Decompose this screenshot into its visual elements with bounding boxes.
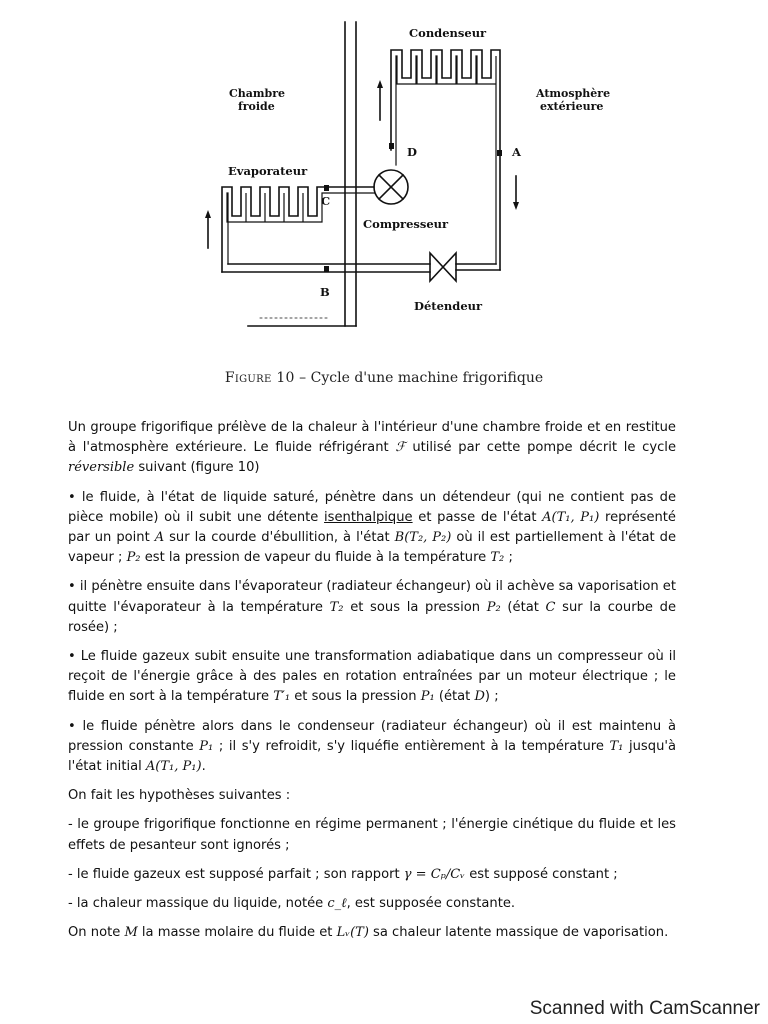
text-span: Un groupe frigorifique prélève de la chaleur à l'intérieur d'une chambre froide et en restitue à l'atmosphère extérieure. Le fluide réfrigérant xyxy=(68,420,676,456)
paragraph-hypothesis-3 xyxy=(68,894,676,914)
label-compresseur: Compresseur xyxy=(363,217,449,231)
text-span: et passe de l'état xyxy=(412,509,543,525)
marker-c xyxy=(324,185,329,191)
label-point-c: C xyxy=(321,194,331,208)
text-span: - le groupe frigorifique fonctionne en régime permanent ; l'énergie cinétique du fluide et les effets de pesanteur sont ignorés ; xyxy=(68,817,676,853)
text-span: ; xyxy=(504,550,513,566)
figure-title: Cycle d'une machine frigorifique xyxy=(310,370,544,386)
paragraph-bullet-2 xyxy=(68,577,676,638)
math-span: ℱ xyxy=(395,440,406,456)
math-span: B(T₂, P₂) xyxy=(394,530,452,546)
math-span: A(T₁, P₁) xyxy=(542,509,600,525)
math-span: C xyxy=(545,599,556,615)
text-span: sa chaleur latente massique de vaporisation. xyxy=(368,925,669,941)
label-point-d: D xyxy=(407,145,417,159)
paragraph-bullet-4 xyxy=(68,717,676,778)
math-span: D xyxy=(474,689,485,705)
text-span: - le fluide gazeux est supposé parfait ; son rapport xyxy=(68,866,404,882)
evaporator-coil xyxy=(222,187,374,272)
text-span: • le fluide, à l'état de liquide saturé, pénètre dans un détendeur (qui ne contient pas de pièce mobile) où il subit une détente xyxy=(68,489,676,525)
math-span: T₂ xyxy=(329,599,344,615)
evaporator-coil-inner xyxy=(227,193,374,264)
label-condenseur: Condenseur xyxy=(409,26,487,40)
paragraph-bullet-1 xyxy=(68,488,676,569)
paragraph-bullet-3 xyxy=(68,647,676,708)
label-atmosphere: Atmosphère xyxy=(536,87,611,100)
arrow-up-left-head xyxy=(205,210,211,218)
label-froide: froide xyxy=(238,100,275,113)
math-span: Lᵥ(T) xyxy=(336,925,369,941)
marker-d xyxy=(389,143,394,149)
underlined-span: isenthalpique xyxy=(324,509,413,525)
text-span: On note xyxy=(68,925,125,941)
text-span: • Le fluide gazeux subit ensuite une transformation adiabatique dans un compresseur où il reçoit de l'énergie grâce à des pales en rotation entraînées par un moteur électrique ; le fluide en sort à la température xyxy=(68,649,676,705)
math-span: P₁ xyxy=(199,738,214,754)
document-body xyxy=(68,418,676,952)
math-span: T₂ xyxy=(490,550,505,566)
label-point-a: A xyxy=(512,145,521,159)
text-span: est la pression de vapeur du fluide à la température xyxy=(140,550,491,566)
condenser-coil-inner xyxy=(396,56,496,264)
text-span: sur la courde d'ébullition, à l'état xyxy=(164,530,395,546)
math-span: M xyxy=(124,925,138,941)
text-span: est supposé constant ; xyxy=(465,866,618,882)
text-span: et sous la pression xyxy=(290,689,421,705)
text-span: • il pénètre ensuite dans l'évaporateur (radiateur échangeur) où il achève sa vaporisation et quitte l'évaporateur à la température xyxy=(68,579,676,615)
text-span: • le fluide pénètre alors dans le condenseur (radiateur échangeur) où il est maintenu à pression constante xyxy=(68,718,676,754)
math-span: γ = Cₚ/Cᵥ xyxy=(403,866,466,882)
math-span: T₁ xyxy=(609,738,624,754)
text-span: suivant (figure 10) xyxy=(134,460,260,476)
arrow-down-right-head xyxy=(513,202,519,210)
text-span: représenté par un point xyxy=(68,509,676,546)
text-span: On fait les hypothèses suivantes : xyxy=(68,788,291,804)
paragraph-hypothesis-1 xyxy=(68,815,676,855)
text-span: ) ; xyxy=(484,689,499,705)
figure-label: Figure 10 xyxy=(224,370,295,386)
text-span: où il est partiellement à l'état de vapeur ; xyxy=(68,530,677,566)
text-span: (état xyxy=(434,689,475,705)
label-evaporateur: Evaporateur xyxy=(228,164,308,178)
paragraph-intro xyxy=(68,418,676,479)
text-span: . xyxy=(201,759,206,775)
refrigeration-cycle-diagram xyxy=(0,0,768,340)
arrow-up-condenser-head xyxy=(377,80,383,88)
math-span: A xyxy=(154,530,165,546)
marker-a xyxy=(497,150,502,156)
text-span: jusqu'à l'état initial xyxy=(68,738,676,775)
label-detendeur: Détendeur xyxy=(414,299,483,313)
text-span: (état xyxy=(500,599,546,615)
text-span: utilisé par cette pompe décrit le cycle xyxy=(405,440,676,456)
math-span: P₁ xyxy=(420,689,435,705)
condenser-coil xyxy=(391,50,500,270)
camscanner-watermark: Scanned with CamScanner xyxy=(529,998,760,1019)
figure-dash: – xyxy=(294,370,311,386)
paragraph-hypotheses-intro xyxy=(68,786,676,806)
text-span: la masse molaire du fluide et xyxy=(137,925,337,941)
label-exterieure: extérieure xyxy=(540,100,604,113)
detendeur-valve xyxy=(430,253,456,281)
label-point-b: B xyxy=(320,285,330,299)
text-span: sur la courbe de rosée) ; xyxy=(68,599,676,635)
label-chambre: Chambre xyxy=(229,87,286,100)
text-span: - la chaleur massique du liquide, notée xyxy=(68,896,328,912)
text-span: ; il s'y refroidit, s'y liquéfie entièrement à la température xyxy=(213,738,610,754)
paragraph-final xyxy=(68,923,676,943)
marker-b xyxy=(324,266,329,272)
figure-caption xyxy=(0,370,768,386)
text-span: , est supposée constante. xyxy=(346,896,516,912)
math-span: c_ℓ xyxy=(327,896,347,912)
text-span: et sous la pression xyxy=(343,599,487,615)
math-span: A(T₁, P₁) xyxy=(145,759,202,775)
math-span: T′₁ xyxy=(273,689,291,705)
math-span: P₂ xyxy=(486,599,501,615)
math-span: P₂ xyxy=(126,550,141,566)
emphasis-span: réversible xyxy=(68,460,135,476)
paragraph-hypothesis-2 xyxy=(68,865,676,885)
